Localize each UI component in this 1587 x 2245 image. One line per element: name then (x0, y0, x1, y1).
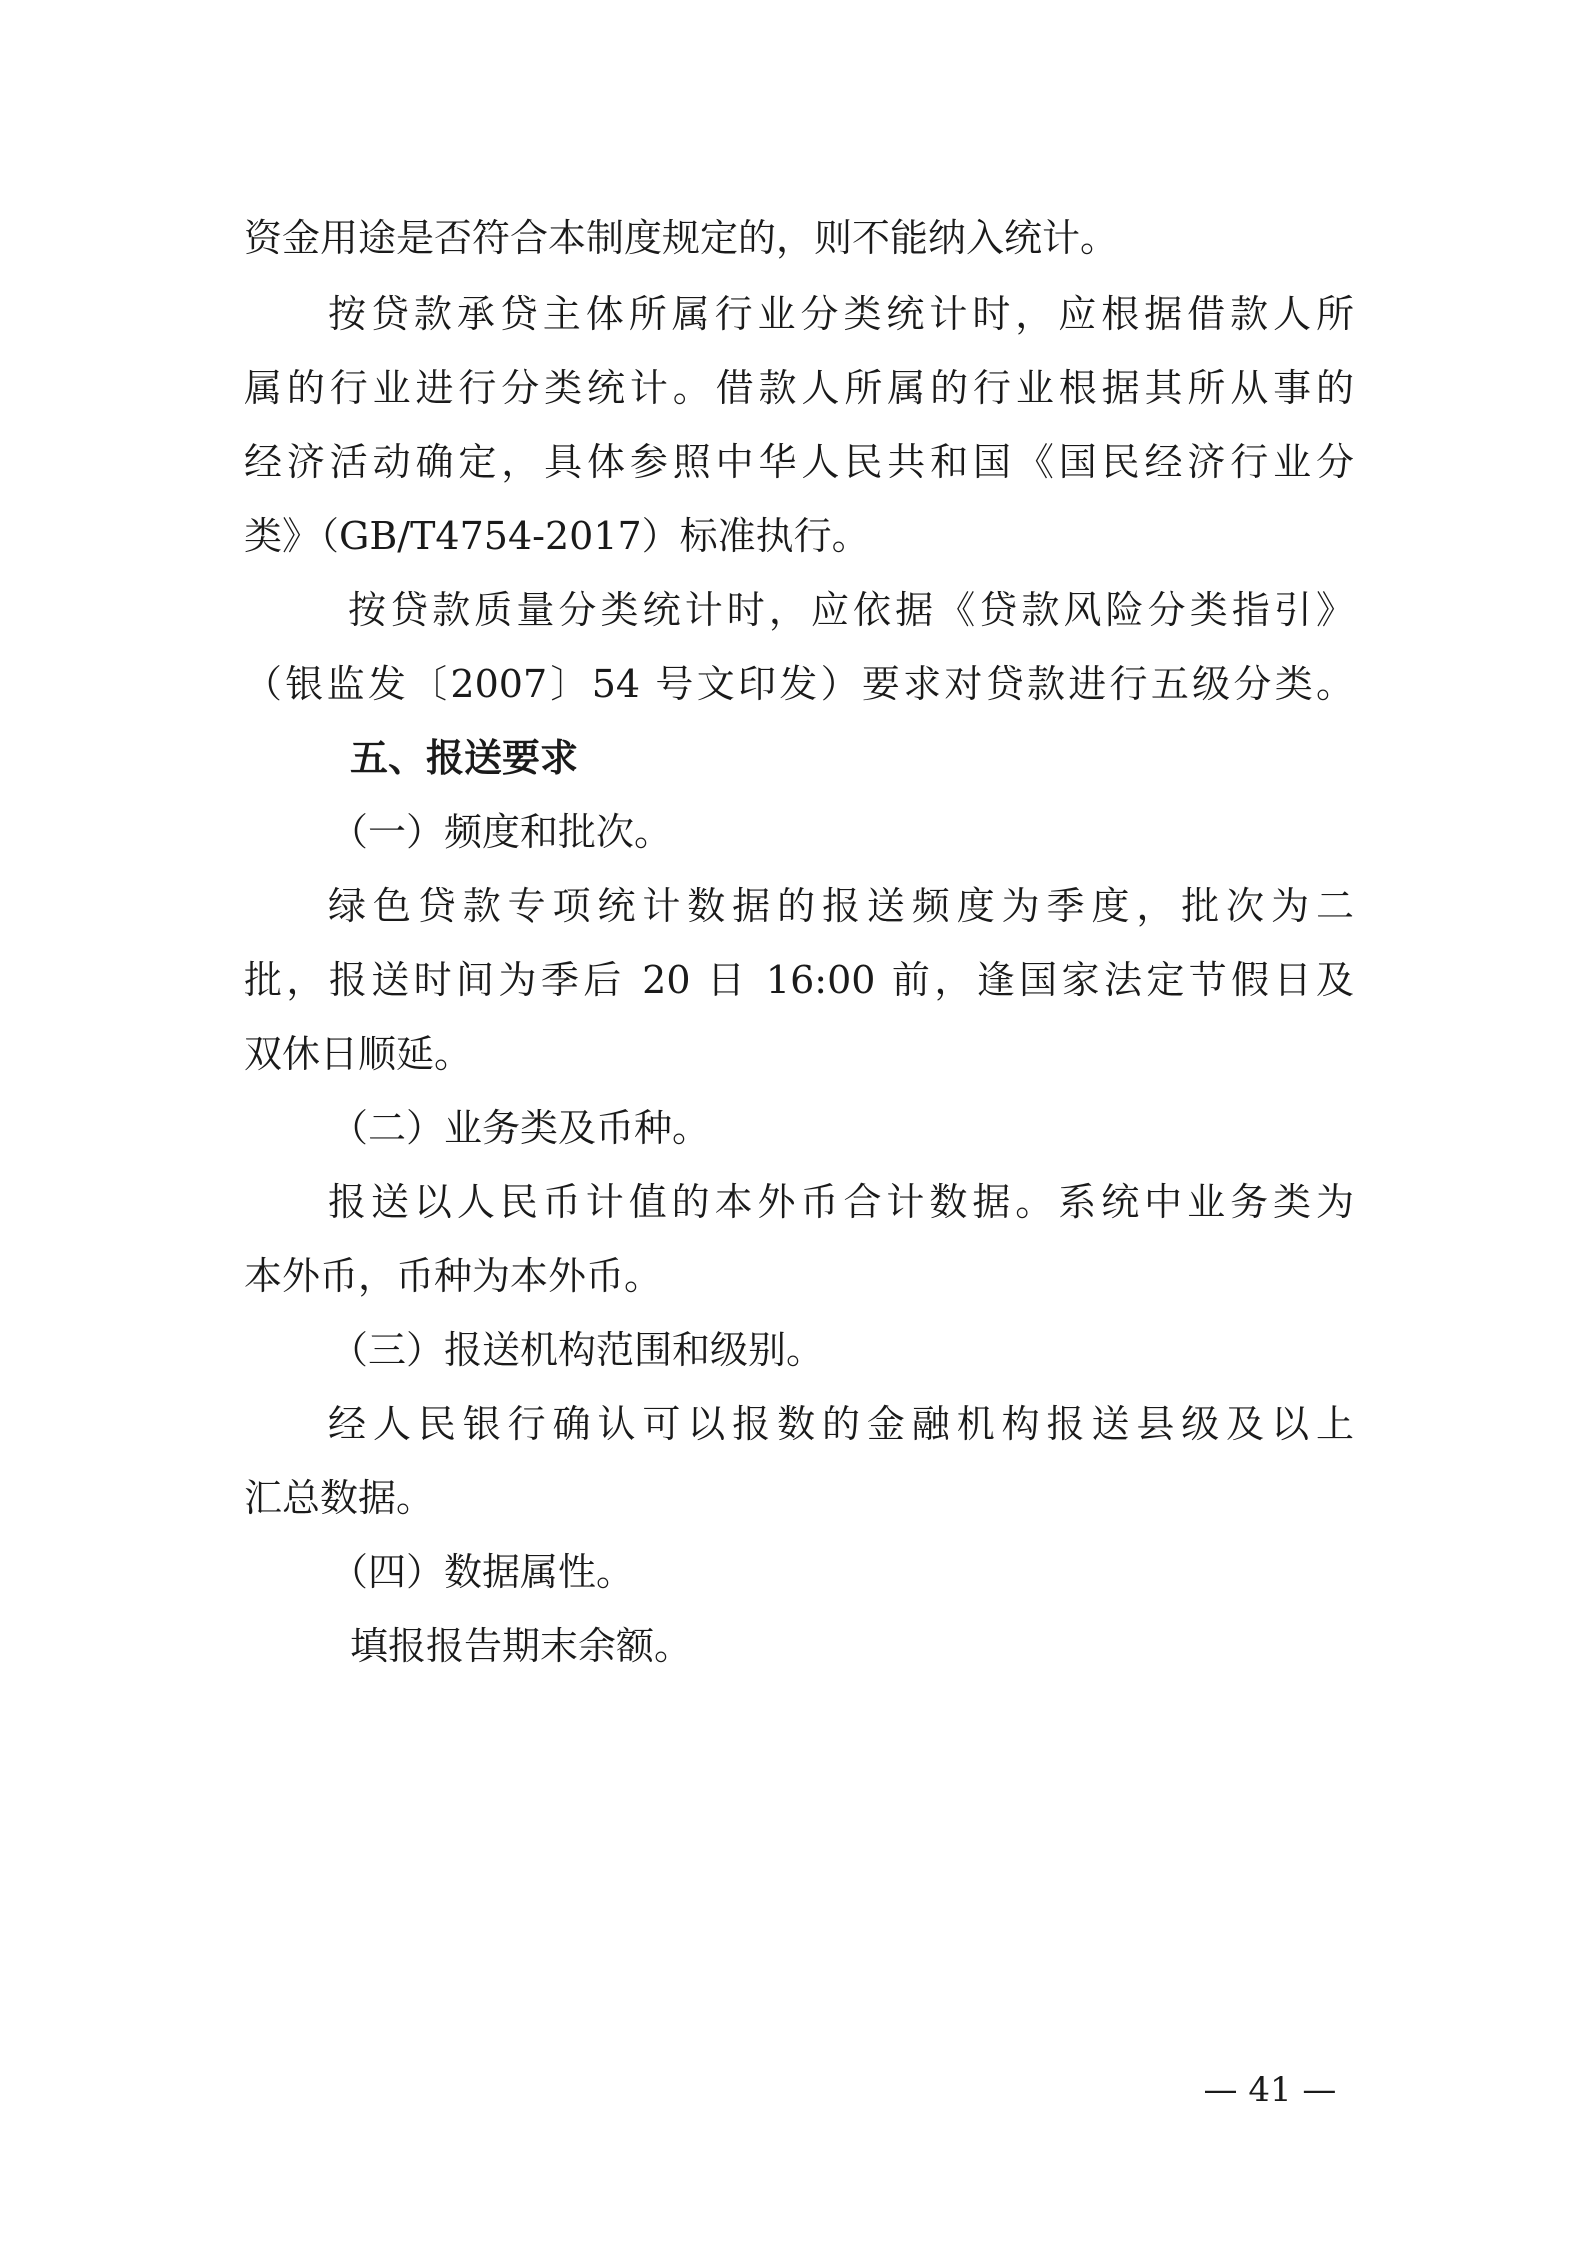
text-line: 报送以人民币计值的本外币合计数据。系统中业务类为 (328, 1180, 1354, 1224)
text-line: 资金用途是否符合本制度规定的，则不能纳入统计。 (244, 216, 1119, 260)
text-line: 按贷款承贷主体所属行业分类统计时，应根据借款人所 (328, 292, 1354, 336)
text-line: 汇总数据。 (244, 1476, 435, 1520)
text-line: 属的行业进行分类统计。借款人所属的行业根据其所从事的 (244, 366, 1354, 410)
text-line: 类》（GB/T4754-2017）标准执行。 (244, 514, 870, 558)
text-line: 按贷款质量分类统计时，应依据《贷款风险分类指引》 (348, 588, 1354, 632)
subsection-heading: （四）数据属性。 (330, 1550, 635, 1594)
subsection-heading: （二）业务类及币种。 (330, 1106, 711, 1150)
text-line: （银监发〔2007〕54 号文印发）要求对贷款进行五级分类。 (244, 662, 1354, 706)
text-line: 经人民银行确认可以报数的金融机构报送县级及以上 (328, 1402, 1354, 1446)
subsection-heading: （一）频度和批次。 (330, 810, 673, 854)
subsection-heading: （三）报送机构范围和级别。 (330, 1328, 825, 1372)
text-line: 绿色贷款专项统计数据的报送频度为季度，批次为二 (328, 884, 1354, 928)
text-line: 本外币，币种为本外币。 (244, 1254, 663, 1298)
text-line: 批，报送时间为季后 20 日 16:00 前，逢国家法定节假日及 (244, 958, 1354, 1002)
text-line: 经济活动确定，具体参照中华人民共和国《国民经济行业分 (244, 440, 1354, 484)
page-number: — 41 — (1203, 2070, 1337, 2110)
section-heading: 五、报送要求 (350, 736, 579, 780)
text-line: 双休日顺延。 (244, 1032, 473, 1076)
text-line: 填报报告期末余额。 (350, 1624, 693, 1668)
